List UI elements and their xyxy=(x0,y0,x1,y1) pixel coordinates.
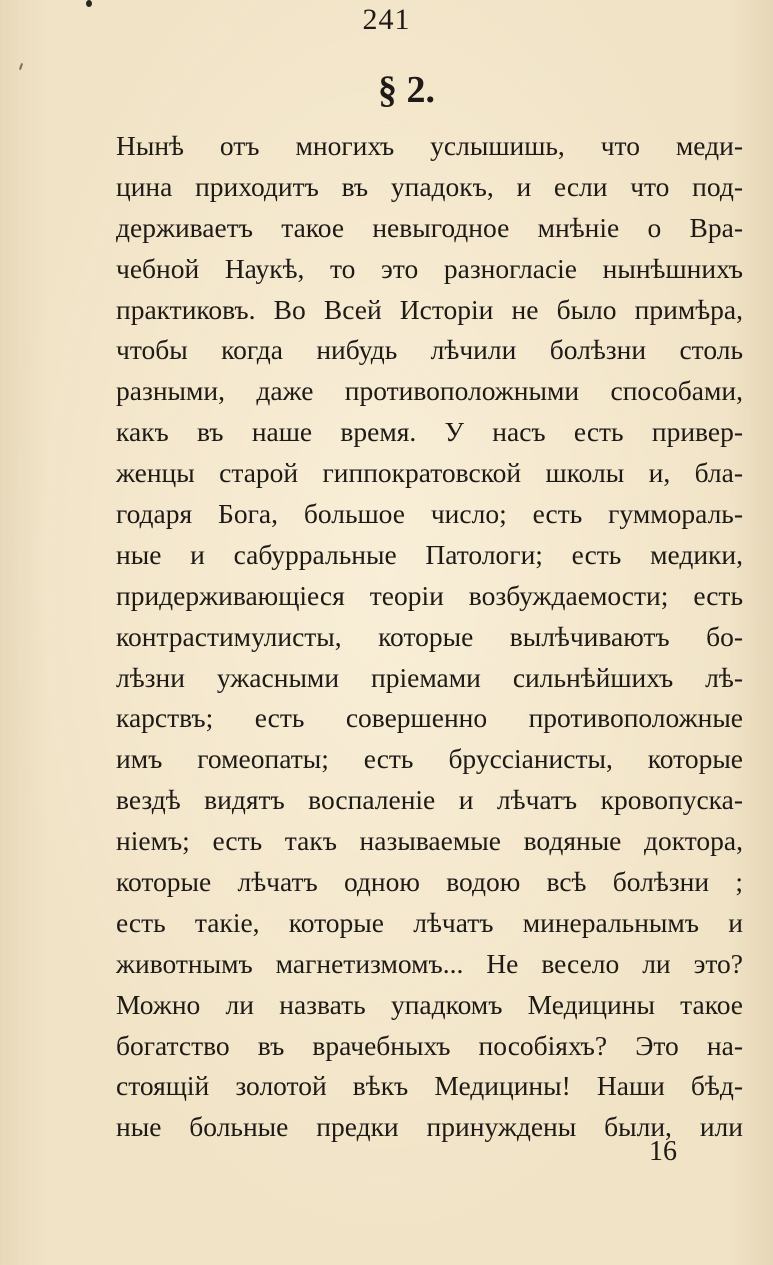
text-line: контрастимулисты, которые вылѣчиваютъ бо- xyxy=(116,620,743,652)
text-line: цина приходитъ въ упадокъ, и если что под- xyxy=(116,170,743,202)
text-line: ные и сабурральные Патологи; есть медики, xyxy=(116,538,743,570)
text-line: Можно ли назвать упадкомъ Медицины такое xyxy=(116,988,743,1020)
text-line: стоящій золотой вѣкъ Медицины! Наши бѣд- xyxy=(116,1070,743,1102)
text-line: чебной Наукѣ, то это разногласіе нынѣшнихъ xyxy=(116,252,743,284)
text-line: богатство въ врачебныхъ пособіяхъ? Это на- xyxy=(116,1029,743,1061)
text-line: Нынѣ отъ многихъ услышишь, что меди- xyxy=(116,130,743,161)
signature-mark: 16 xyxy=(649,1136,677,1167)
page-number: 241 xyxy=(362,3,411,36)
text-line: имъ гомеопаты; есть бруссіанисты, которые xyxy=(116,743,743,775)
text-line: годаря Бога, большое число; есть гуммораль- xyxy=(116,498,743,530)
text-line: которые лѣчатъ одною водою всѣ болѣзни ; xyxy=(116,866,743,898)
text-line: держиваетъ такое невыгодное мнѣніе о Вра- xyxy=(116,211,743,243)
text-line: практиковъ. Во Всей Исторіи не было примѣра, xyxy=(116,293,743,325)
section-heading: § 2. xyxy=(378,69,435,111)
text-line: карствъ; есть совершенно противоположные xyxy=(116,702,743,734)
text-line: лѣзни ужасными пріемами сильнѣйшихъ лѣ- xyxy=(116,661,743,693)
text-line: разными, даже противоположными способами, xyxy=(116,375,743,407)
text-line: животнымъ магнетизмомъ... Не весело ли это? xyxy=(116,947,743,979)
text-line: ніемъ; есть такъ называемые водяные доктора, xyxy=(116,825,743,857)
text-line: вездѣ видятъ воспаленіе и лѣчатъ кровопуска- xyxy=(116,784,743,816)
text-line: чтобы когда нибудь лѣчили болѣзни столь xyxy=(116,334,743,366)
text-line: есть такіе, которые лѣчатъ минеральнымъ и xyxy=(116,906,743,938)
text-line: какъ въ наше время. У насъ есть привер- xyxy=(116,416,743,448)
text-line: женцы старой гиппократовской школы и, бла- xyxy=(116,457,743,489)
text-line: ные больные предки принуждены были, или xyxy=(116,1111,743,1143)
body-text xyxy=(116,126,743,1148)
text-line: придерживающіеся теоріи возбуждаемости; есть xyxy=(116,579,743,611)
